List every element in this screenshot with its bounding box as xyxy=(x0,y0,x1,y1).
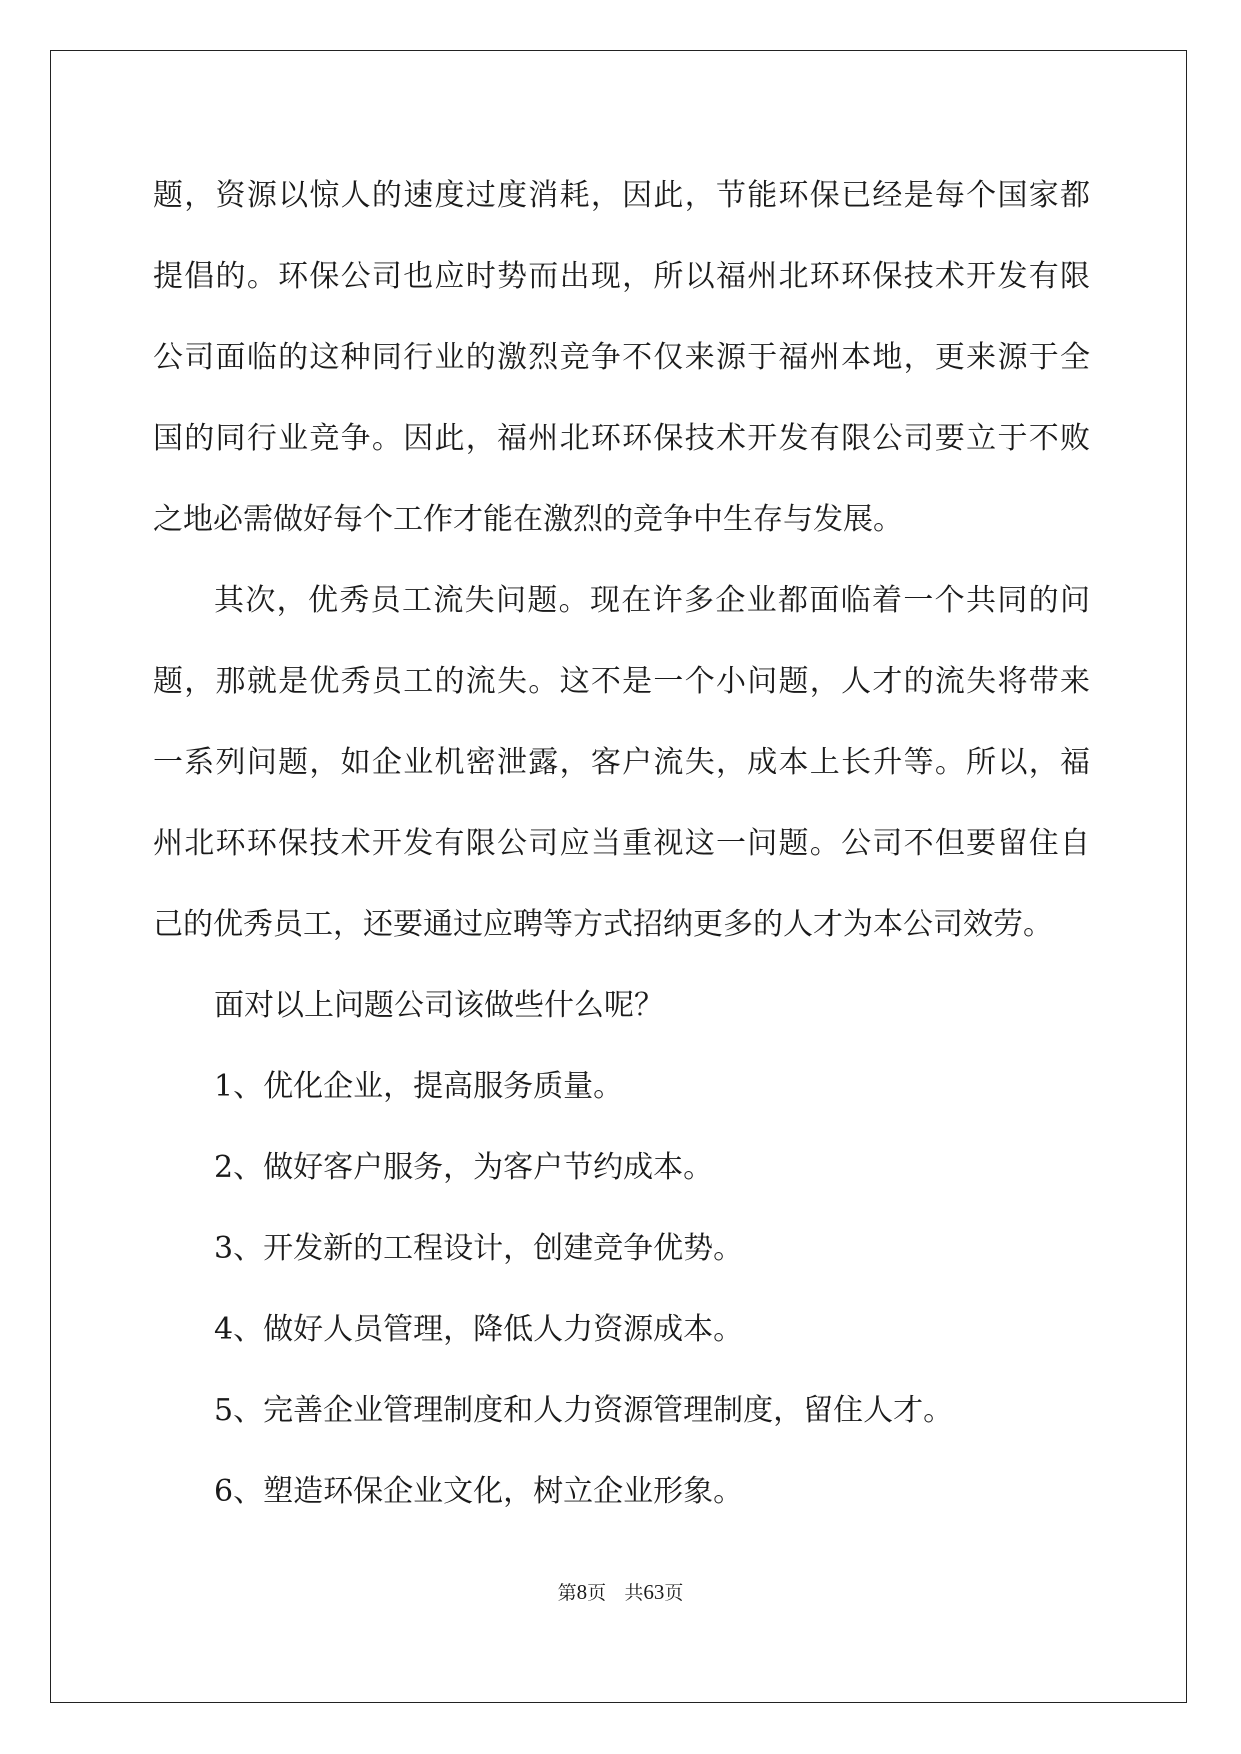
text-line: 其次，优秀员工流失问题。现在许多企业都面临着一个共同的问 xyxy=(214,583,1090,618)
total-suffix: 页 xyxy=(664,1582,684,1604)
text-line: 题，资源以惊人的速度过度消耗，因此，节能环保已经是每个国家都 xyxy=(153,178,1090,213)
numbered-list xyxy=(153,1046,1090,1532)
paragraph-1 xyxy=(153,155,1090,560)
list-item: 2、做好客户服务，为客户节约成本。 xyxy=(214,1150,714,1185)
document-body xyxy=(153,155,1090,1532)
text-line: 己的优秀员工，还要通过应聘等方式招纳更多的人才为本公司效劳。 xyxy=(153,907,1053,942)
list-item: 5、完善企业管理制度和人力资源管理制度，留住人才。 xyxy=(214,1393,954,1428)
list-item: 1、优化企业，提高服务质量。 xyxy=(214,1069,624,1104)
text-line: 一系列问题，如企业机密泄露，客户流失，成本上长升等。所以，福 xyxy=(153,745,1090,780)
text-line: 提倡的。环保公司也应时势而出现，所以福州北环环保技术开发有限 xyxy=(153,259,1090,294)
list-item: 4、做好人员管理，降低人力资源成本。 xyxy=(214,1312,744,1347)
text-line: 题，那就是优秀员工的流失。这不是一个小问题，人才的流失将带来 xyxy=(153,664,1090,699)
total-pages: 63 xyxy=(643,1580,665,1604)
total-prefix: 共 xyxy=(624,1582,644,1604)
paragraph-3 xyxy=(153,965,1090,1046)
text-line: 面对以上问题公司该做些什么呢？ xyxy=(214,988,664,1023)
paragraph-2 xyxy=(153,560,1090,965)
text-line: 国的同行业竞争。因此，福州北环环保技术开发有限公司要立于不败 xyxy=(153,421,1090,456)
list-item: 6、塑造环保企业文化，树立企业形象。 xyxy=(214,1474,744,1509)
text-line: 州北环环保技术开发有限公司应当重视这一问题。公司不但要留住自 xyxy=(153,826,1090,861)
text-line: 之地必需做好每个工作才能在激烈的竞争中生存与发展。 xyxy=(153,502,903,537)
page-number: 8 xyxy=(576,1580,588,1604)
page-footer xyxy=(0,1580,1241,1605)
list-item: 3、开发新的工程设计，创建竞争优势。 xyxy=(214,1231,744,1266)
page-prefix: 第 xyxy=(557,1582,577,1604)
text-line: 公司面临的这种同行业的激烈竞争不仅来源于福州本地，更来源于全 xyxy=(153,340,1090,375)
page-suffix: 页 xyxy=(587,1582,607,1604)
